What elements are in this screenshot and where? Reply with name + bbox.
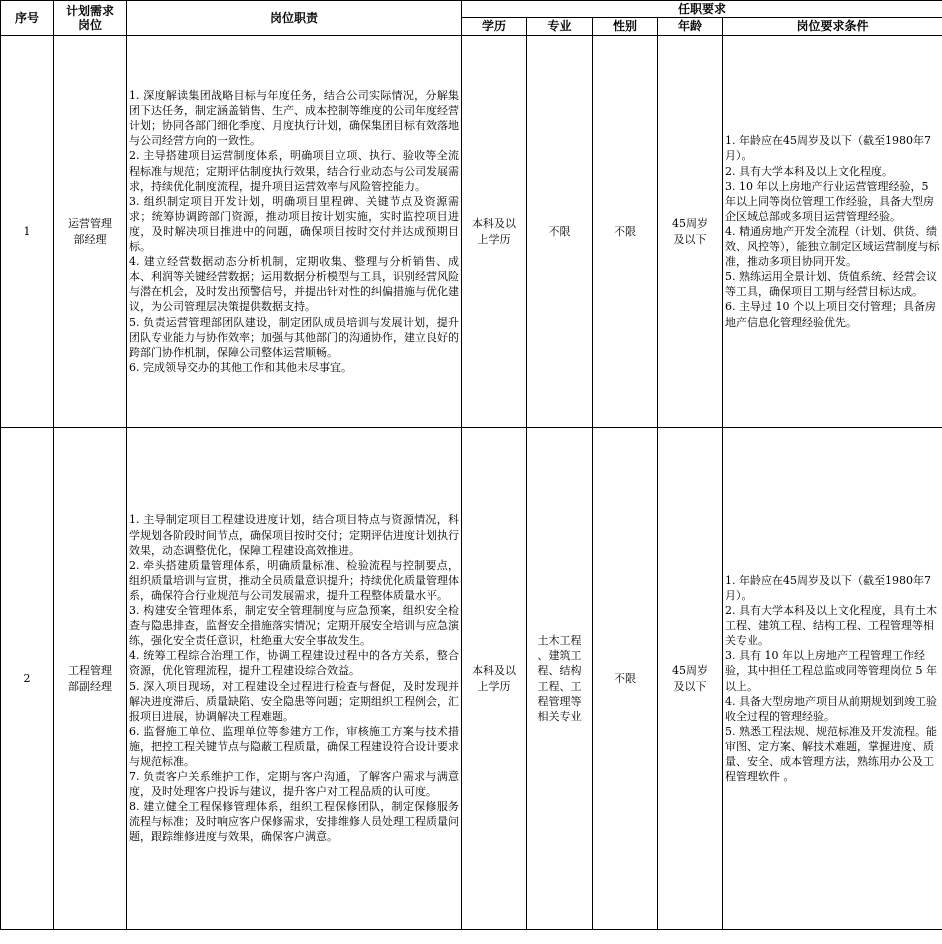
header-major: 专业 <box>527 17 593 35</box>
duty-item: 5. 深入项目现场，对工程建设全过程进行检查与督促，及时发现并解决进度滞后、质量缺陷、安全隐患等问题；定期组织工程例会，汇报项目进展，协调解决工程难题。 <box>129 679 459 723</box>
header-age: 年龄 <box>658 17 723 35</box>
row-seq: 2 <box>1 428 54 930</box>
header-plan-position: 计划需求 岗位 <box>54 1 127 36</box>
duty-item: 5. 负责运营管理部团队建设，制定团队成员培训与发展计划，提升团队专业能力与协作效率；加强与其他部门的沟通协作，建立良好的跨部门协作机制，保障公司整体运营顺畅。 <box>129 315 459 359</box>
row-education: 本科及以 上学历 <box>462 36 527 428</box>
duty-item: 8. 建立健全工程保修管理体系，组织工程保修团队，制定保修服务流程与标准；及时响应客户保修需求，安排维修人员处理工程质量问题，跟踪维修进度与效果，确保客户满意。 <box>129 800 459 844</box>
row-duties <box>127 36 462 428</box>
condition-item: 2. 具有大学本科及以上文化程度。 <box>725 164 893 178</box>
duty-item: 1. 主导制定项目工程建设进度计划，结合项目特点与资源情况，科学规划各阶段时间节点，确保项目按时交付；定期评估进度计划执行效果，动态调整优化，保障工程建设高效推进。 <box>129 513 459 557</box>
condition-item: 3. 10 年以上房地产行业运营管理经验，5 年以上同等岗位管理工作经验，具备大型房企区域总部或多项目运营管理经验。 <box>725 179 934 223</box>
header-education: 学历 <box>462 17 527 35</box>
duty-item: 1. 深度解读集团战略目标与年度任务，结合公司实际情况，分解集团下达任务，制定涵盖销售、生产、成本控制等维度的公司年度经营计划；协同各部门细化季度、月度执行计划，确保集团目标有效落地与公司经营方向的一致性。 <box>129 89 459 148</box>
row-position: 运营管理 部经理 <box>54 36 127 428</box>
duty-item: 4. 建立经营数据动态分析机制，定期收集、整理与分析销售、成本、利润等关键经营数据；运用数据分析模型与工具，识别经营风险与潜在机会，及时发出预警信号，并提出针对性的纠偏措施与优化建议，为公司管理层决策提供数据支持。 <box>129 255 459 314</box>
header-duties: 岗位职责 <box>127 1 462 36</box>
header-requirements: 任职要求 <box>462 1 942 18</box>
row-duties <box>127 428 462 930</box>
condition-item: 5. 熟悉工程法规、规范标准及开发流程。能审图、定方案、解技术难题，掌握进度、质量、安全、成本管理方法，熟练用办公及工程管理软件 。 <box>725 724 937 784</box>
row-conditions <box>723 36 942 428</box>
duty-item: 6. 完成领导交办的其他工作和其他未尽事宜。 <box>129 360 352 374</box>
row-major: 不限 <box>527 36 593 428</box>
row-conditions <box>723 428 942 930</box>
condition-item: 2. 具有大学本科及以上文化程度，具有土木工程、建筑工程、结构工程、工程管理等相关专业。 <box>725 604 937 648</box>
row-seq: 1 <box>1 36 54 428</box>
condition-item: 1. 年龄应在45周岁及以下（截至1980年7月）。 <box>725 134 931 163</box>
duty-item: 3. 构建安全管理体系，制定安全管理制度与应急预案，组织安全检查与隐患排查，监督安全措施落实情况；定期开展安全培训与应急演练，强化安全责任意识，杜绝重大安全事故发生。 <box>129 604 459 648</box>
header-gender: 性别 <box>593 17 658 35</box>
row-position: 工程管理 部副经理 <box>54 428 127 930</box>
duty-item: 3. 组织制定项目开发计划，明确项目里程碑、关键节点及资源需求；统筹协调跨部门资源，推动项目按计划实施，实时监控项目进度，及时解决项目推进中的问题，确保项目按时交付并达成预期目标。 <box>129 194 459 254</box>
condition-item: 3. 具有 10 年以上房地产工程管理工作经验，其中担任工程总监或同等管理岗位 5 年以上。 <box>725 649 937 693</box>
row-gender: 不限 <box>593 36 658 428</box>
row-gender: 不限 <box>593 428 658 930</box>
duty-item: 6. 监督施工单位、监理单位等参建方工作，审核施工方案与技术措施，把控工程关键节点与隐蔽工程质量，确保工程建设符合设计要求与规范标准。 <box>129 724 459 768</box>
condition-item: 4. 精通房地产开发全流程（计划、供货、绩效、风控等），能独立制定区域运营制度与标准，推动多项目协同开发。 <box>725 224 940 269</box>
row-major: 土木工程 、建筑工 程、结构 工程、工 程管理等 相关专业 <box>527 428 593 930</box>
condition-item: 5. 熟练运用全景计划、货值系统、经营会议等工具，确保项目工期与经营目标达成。 <box>725 270 937 299</box>
condition-item: 1. 年龄应在45周岁及以下（截至1980年7月）。 <box>725 573 931 602</box>
condition-item: 4. 具备大型房地产项目从前期规划到竣工验收全过程的管理经验。 <box>725 694 937 723</box>
duty-item: 2. 牵头搭建质量管理体系，明确质量标准、检验流程与控制要点，组织质量培训与宣贯，推动全员质量意识提升；持续优化质量管理体系，确保符合行业规范与公司发展需求，提升工程整体质量水平。 <box>129 558 459 602</box>
row-age: 45周岁 及以下 <box>658 428 723 930</box>
header-seq: 序号 <box>1 1 54 36</box>
duty-item: 2. 主导搭建项目运营制度体系，明确项目立项、执行、验收等全流程标准与规范；定期评估制度执行效果，结合行业动态与公司发展需求，持续优化制度流程，提升项目运营效率与风险管控能力。 <box>129 149 459 193</box>
duty-item: 7. 负责客户关系维护工作，定期与客户沟通，了解客户需求与满意度，及时处理客户投诉与建议，提升客户对工程品质的认可度。 <box>129 770 459 799</box>
duty-item: 4. 统筹工程综合治理工作，协调工程建设过程中的各方关系，整合资源，优化管理流程，提升工程建设综合效益。 <box>129 649 459 678</box>
table-row <box>1 36 942 428</box>
row-education: 本科及以 上学历 <box>462 428 527 930</box>
header-conditions: 岗位要求条件 <box>723 17 942 35</box>
row-age: 45周岁 及以下 <box>658 36 723 428</box>
table-row <box>1 428 942 930</box>
condition-item: 6. 主导过 10 个以上项目交付管理；具备房地产信息化管理经验优先。 <box>725 300 936 329</box>
